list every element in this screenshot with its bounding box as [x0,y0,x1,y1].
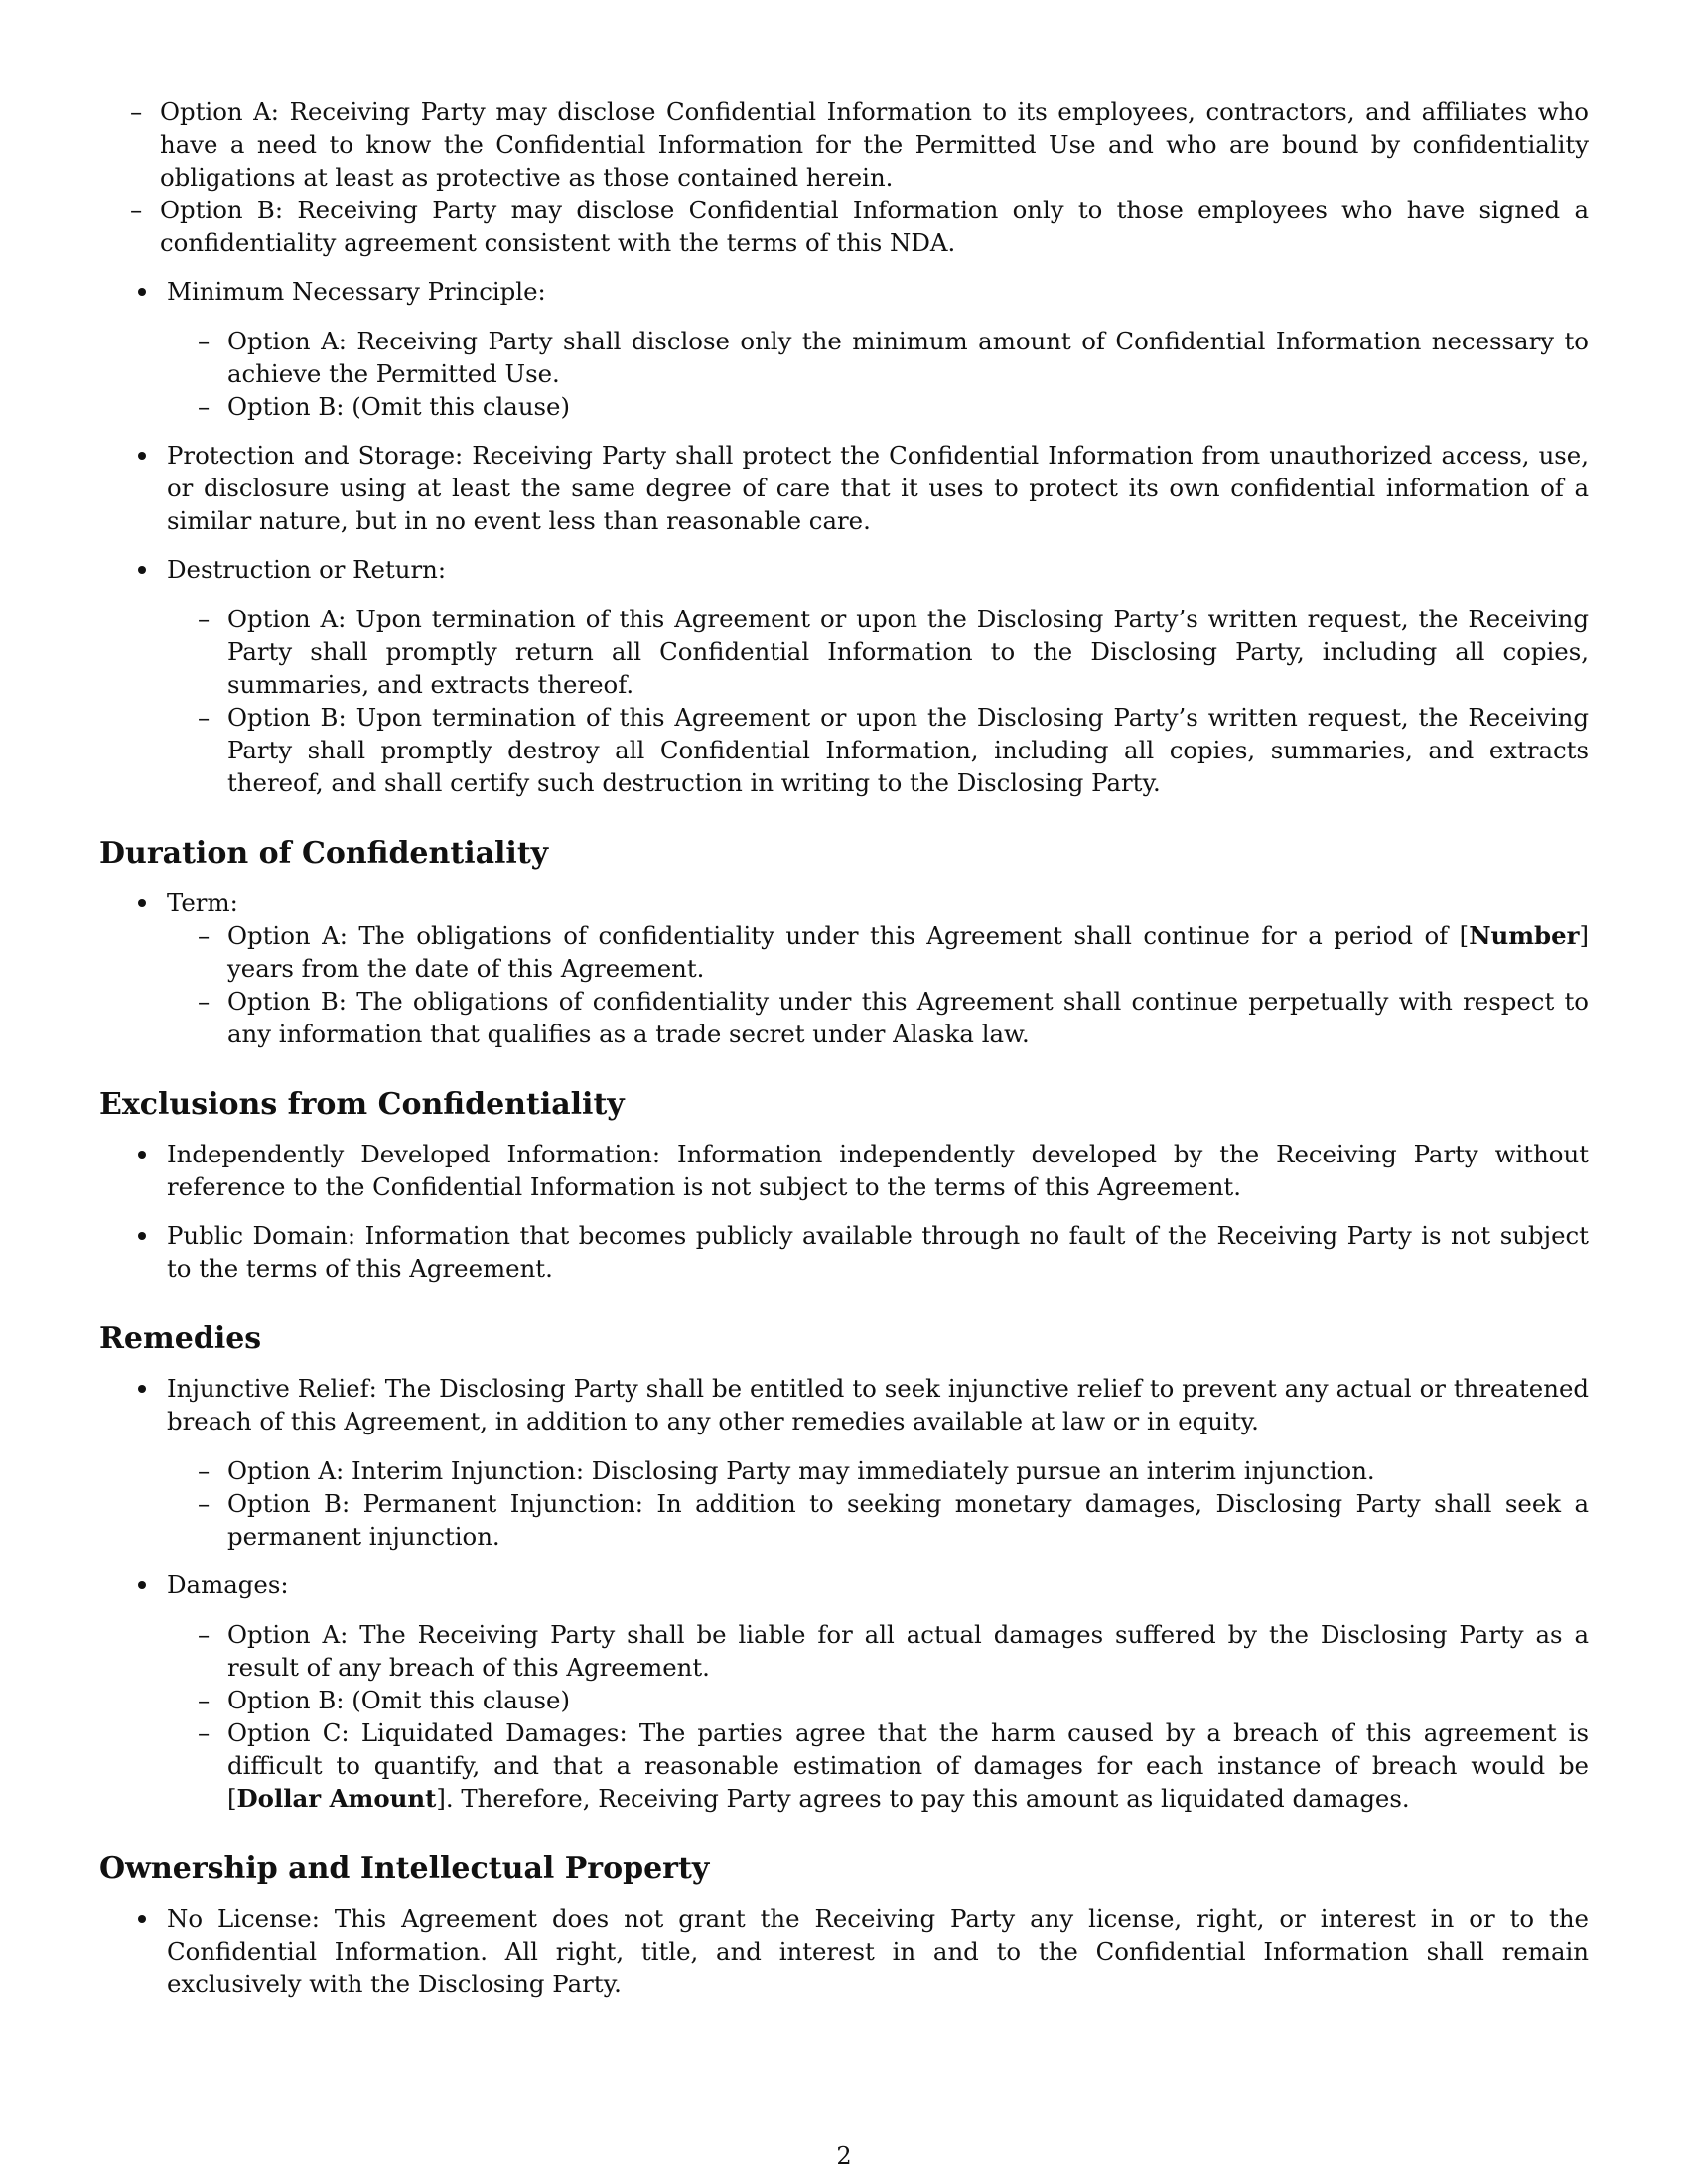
option-text: Option B: The obligations of confidentiality under this Agreement shall continue perpetually with respect to any information that qualifies as a trade secret under Alaska law. [227,987,1589,1048]
bullet-icon [138,899,146,907]
list-item-destruction-return [99,553,1589,799]
bullet-icon [138,1915,146,1923]
obligations-list [99,275,1589,799]
option-text: Option A: The obligations of confidentiality under this Agreement shall continue for a period of [ [227,921,1470,950]
option-item [167,390,1589,423]
bullet-icon [138,452,146,460]
list-item-protection-storage [99,439,1589,537]
list-item-minimum-necessary [99,275,1589,423]
list-item-independent [99,1138,1589,1203]
option-text: Option A: The Receiving Party shall be liable for all actual damages suffered by the Disclosing Party as a result of any breach of this Agreement. [227,1620,1589,1682]
item-label: Public Domain: Information that becomes publicly available through no fault of the Receiving Party is not subject to the terms of this Agreement. [167,1221,1589,1283]
dash-marker: – [198,703,211,732]
exclusions-list [99,1138,1589,1285]
duration-list [99,887,1589,1050]
list-item-term [99,887,1589,1050]
option-item [167,603,1589,701]
dash-marker: – [198,1686,211,1714]
dash-marker: – [198,327,211,355]
option-text: Option C: Liquidated Damages: The parties agree that the harm caused by a breach of this agreement is difficult to quantify, and that a reasonable estimation of damages for each instance of breach would be [ [227,1718,1589,1813]
bullet-icon [138,1581,146,1589]
item-label: Minimum Necessary Principle: [167,277,546,306]
item-label: Damages: [167,1570,289,1599]
item-label: Term: [167,888,238,917]
item-label: No License: This Agreement does not grant the Receiving Party any license, right, or interest in or to the Confidential Information. All right, title, and interest in and to the Confidential Information shall remain exclusively with the Disclosing Party. [167,1904,1589,1998]
page-number: 2 [836,2142,852,2170]
placeholder-blank: Dollar Amount [236,1784,437,1813]
option-text: Option B: (Omit this clause) [227,392,571,421]
option-text: ] years from the date of this Agreement. [227,921,1589,983]
option-item [167,985,1589,1050]
option-item [167,1618,1589,1684]
remedies-list [99,1372,1589,1815]
item-label: Destruction or Return: [167,555,447,584]
bullet-icon [138,1385,146,1393]
list-item-injunctive [99,1372,1589,1553]
dash-marker: – [130,97,143,126]
option-item [99,95,1589,194]
ownership-list [99,1902,1589,2000]
section-heading-duration: Duration of Confidentiality [99,836,549,871]
item-label: Independently Developed Information: Information independently developed by the Receiving Party without reference to the Confidential Information is not subject to the terms of this Agreement. [167,1140,1589,1201]
option-list [167,1618,1589,1815]
option-text: ]. Therefore, Receiving Party agrees to pay this amount as liquidated damages. [436,1784,1410,1813]
option-list [167,1454,1589,1553]
option-item [167,1454,1589,1487]
option-text: Option B: (Omit this clause) [227,1686,571,1714]
option-item [167,325,1589,390]
item-label: Protection and Storage: Receiving Party shall protect the Confidential Information from unauthorized access, use, or disclosure using at least the same degree of care that it uses to protect its own confidential information of a similar nature, but in no event less than reasonable care. [167,441,1589,535]
bullet-icon [138,1232,146,1240]
bullet-icon [138,288,146,296]
option-list [167,919,1589,1050]
section-heading-remedies: Remedies [99,1321,262,1356]
dash-marker: – [198,921,211,950]
option-text: Option A: Upon termination of this Agreement or upon the Disclosing Party’s written request, the Receiving Party shall promptly return all Confidential Information to the Disclosing Party, including all copies, summaries, and extracts thereof. [227,605,1589,699]
dash-marker: – [130,196,143,224]
option-item [167,1684,1589,1716]
placeholder-blank: Number [1469,921,1580,950]
dash-marker: – [198,1489,211,1518]
section-heading-ownership: Ownership and Intellectual Property [99,1851,710,1886]
item-label: Injunctive Relief: The Disclosing Party shall be entitled to seek injunctive relief to prevent any actual or threatened breach of this Agreement, in addition to any other remedies available at law or in equity. [167,1374,1589,1435]
dash-marker: – [198,1456,211,1485]
option-text: Option B: Receiving Party may disclose Confidential Information only to those employees who have signed a confidentiality agreement consistent with the terms of this NDA. [160,196,1589,257]
bullet-icon [138,566,146,574]
option-text: Option B: Permanent Injunction: In addition to seeking monetary damages, Disclosing Party shall seek a permanent injunction. [227,1489,1589,1551]
list-item-damages [99,1569,1589,1815]
list-item-public-domain [99,1219,1589,1285]
dash-marker: – [198,1620,211,1649]
option-text: Option A: Receiving Party may disclose Confidential Information to its employees, contractors, and affiliates who have a need to know the Confidential Information for the Permitted Use and who are bound by confidentiality obligations at least as protective as those contained herein. [160,97,1589,192]
option-item [167,1487,1589,1553]
option-text: Option A: Receiving Party shall disclose only the minimum amount of Confidential Information necessary to achieve the Permitted Use. [227,327,1589,388]
dash-marker: – [198,1718,211,1747]
option-item [167,919,1589,985]
option-text: Option B: Upon termination of this Agreement or upon the Disclosing Party’s written request, the Receiving Party shall promptly destroy all Confidential Information, including all copies, summaries, and extracts thereof, and shall certify such destruction in writing to the Disclosing Party. [227,703,1589,797]
list-item-no-license [99,1902,1589,2000]
dash-marker: – [198,392,211,421]
bullet-icon [138,1151,146,1159]
dash-marker: – [198,605,211,633]
option-list [167,325,1589,423]
option-item [99,194,1589,259]
section-heading-exclusions: Exclusions from Confidentiality [99,1087,625,1122]
option-list [167,603,1589,799]
option-item [167,701,1589,799]
option-item [167,1716,1589,1815]
dash-marker: – [198,987,211,1016]
option-text: Option A: Interim Injunction: Disclosing Party may immediately pursue an interim injunction. [227,1456,1375,1485]
document-page [99,95,1589,2016]
continued-options [99,95,1589,259]
